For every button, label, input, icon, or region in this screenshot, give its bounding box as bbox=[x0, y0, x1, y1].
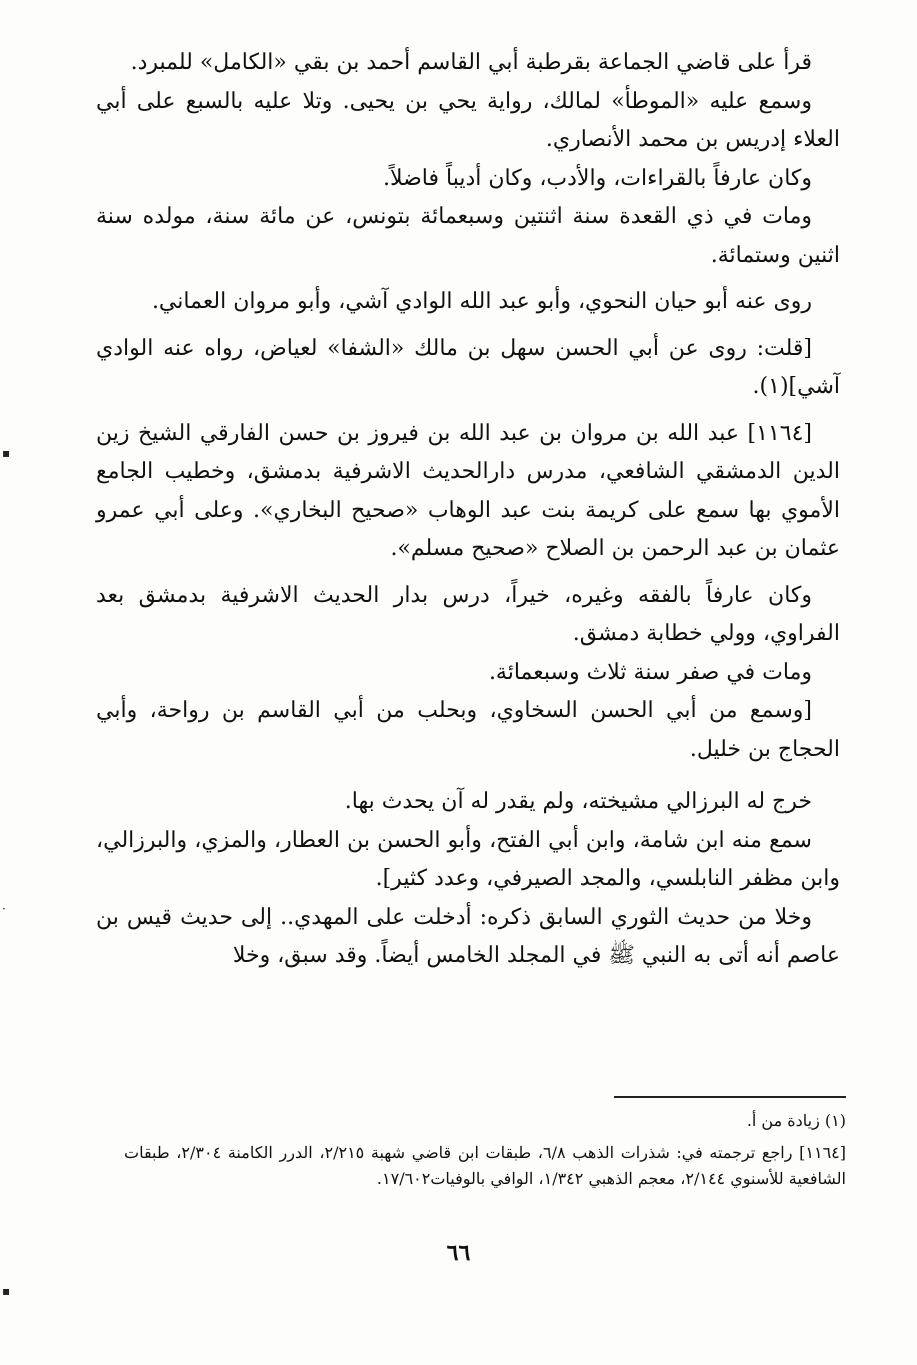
paragraph-9: ومات في صفر سنة ثلاث وسبعمائة. bbox=[488, 659, 812, 685]
paragraph-4: ومات في ذي القعدة سنة اثنتين وسبعمائة بتونس، عن مائة سنة، مولده سنة اثنين وستمائة. bbox=[96, 204, 840, 268]
main-text bbox=[96, 44, 840, 976]
page-number: ٦٦ bbox=[446, 1240, 471, 1266]
footnote-1164: [١١٦٤] راجع ترجمته في: شذرات الذهب ٦/٨، طبقات ابن قاضي شهبة ٢/٢١٥، الدرر الكامنة ٢/٣٠٤، طبقات الشافعية للأسنوي ٢/١٤٤، معجم الذهبي ١/٣٤٢، الوافي بالوفيات١٧/٦٠٢. bbox=[124, 1143, 846, 1188]
paragraph-6: [قلت: روى عن أبي الحسن سهل بن مالك «الشفا» لعياض، رواه عنه الوادي آشي](١). bbox=[96, 335, 840, 399]
scan-speck-mark: ▪ bbox=[2, 446, 11, 460]
paragraph-5: روى عنه أبو حيان النحوي، وأبو عبد الله الوادي آشي، وأبو مروان العماني. bbox=[151, 289, 812, 314]
paragraph-13: وخلا من حديث الثوري السابق ذكره: أدخلت على المهدي.. إلى حديث قيس بن عاصم أنه أتى به النبي ﷺ في المجلد الخامس أيضاً. وقد سبق، وخلا bbox=[96, 904, 840, 968]
scan-speck-mark: · bbox=[2, 902, 6, 916]
paragraph-10: [وسمع من أبي الحسن السخاوي، وبحلب من أبي القاسم بن رواحة، وأبي الحجاج بن خليل. bbox=[96, 698, 840, 762]
footnote-1: (١) زيادة من أ. bbox=[746, 1111, 846, 1130]
paragraph-11: خرج له البرزالي مشيخته، ولم يقدر له آن يحدث بها. bbox=[344, 789, 812, 814]
scan-speck-mark: ▪ bbox=[2, 1284, 11, 1298]
paragraph-2: وسمع عليه «الموطأ» لمالك، رواية يحي بن يحيى. وتلا عليه بالسبع على أبي العلاء إدريس بن محمد الأنصاري. bbox=[96, 88, 840, 152]
footnotes bbox=[124, 1108, 846, 1198]
entry-1164: [١١٦٤] عبد الله بن مروان بن عبد الله بن فيروز بن حسن الفارقي الشيخ زين الدين الدمشقي الشافعي، مدرس دارالحديث الاشرفية بدمشق، وخطيب الجامع الأموي بها سمع على كريمة بنت عبد الوهاب «صحيح البخاري». وعلى أبي عمرو عثمان بن عبد الرحمن بن الصلاح «صحيح مسلم». bbox=[96, 420, 840, 561]
footnote-divider bbox=[614, 1096, 846, 1098]
paragraph-3: وكان عارفاً بالقراءات، والأدب، وكان أديباً فاضلاً. bbox=[382, 165, 812, 191]
paragraph-12: سمع منه ابن شامة، وابن أبي الفتح، وأبو الحسن بن العطار، والمزي، والبرزالي، وابن مظفر النابلسي، والمجد الصيرفي، وعدد كثير]. bbox=[96, 827, 840, 891]
paragraph-1: قرأ على قاضي الجماعة بقرطبة أبي القاسم أحمد بن بقي «الكامل» للمبرد. bbox=[130, 50, 812, 75]
paragraph-8: وكان عارفاً بالفقه وغيره، خيراً، درس بدار الحديث الاشرفية بدمشق بعد الفراوي، وولي خطابة دمشق. bbox=[96, 582, 840, 646]
